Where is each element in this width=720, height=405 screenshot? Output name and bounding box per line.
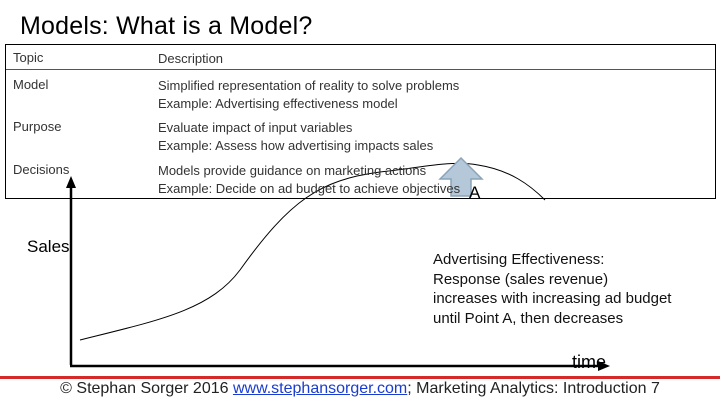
description-line: Example: Decide on ad budget to achieve objectives xyxy=(158,181,461,196)
row-description xyxy=(158,119,433,155)
annotation-line: Response (sales revenue) xyxy=(433,270,609,288)
row-description xyxy=(158,77,459,113)
footer-copyright: © Stephan Sorger 2016 xyxy=(60,380,233,397)
description-line: Example: Assess how advertising impacts sales xyxy=(158,138,434,153)
footer xyxy=(0,380,720,398)
chart-annotation xyxy=(433,250,671,328)
annotation-line: increases with increasing ad budget xyxy=(433,290,672,307)
description-line: Example: Advertising effectiveness model xyxy=(158,96,398,111)
footer-link[interactable]: www.stephansorger.com xyxy=(232,380,408,397)
row-topic: Decisions xyxy=(13,162,70,177)
description-line: Models provide guidance on marketing actions xyxy=(158,163,427,178)
row-topic: Model xyxy=(13,77,49,92)
y-axis-label: Sales xyxy=(27,237,70,256)
footer-suffix: ; Marketing Analytics: Introduction 7 xyxy=(407,380,660,397)
footer-rule xyxy=(0,376,720,379)
table-header-row xyxy=(6,45,715,70)
description-line: Simplified representation of reality to solve problems xyxy=(158,78,460,93)
description-line: Evaluate impact of input variables xyxy=(158,120,353,135)
row-description xyxy=(158,162,460,198)
annotation-line: Advertising Effectiveness: xyxy=(433,251,605,268)
slide-title: Models: What is a Model? xyxy=(20,12,313,40)
header-topic: Topic xyxy=(13,50,44,65)
annotation-line: until Point A, then decreases xyxy=(433,309,624,327)
x-axis-label: time xyxy=(572,352,607,372)
row-topic: Purpose xyxy=(13,119,62,134)
header-description: Description xyxy=(158,51,224,66)
topic-description-table xyxy=(5,44,716,199)
point-a-label: A xyxy=(469,183,481,202)
